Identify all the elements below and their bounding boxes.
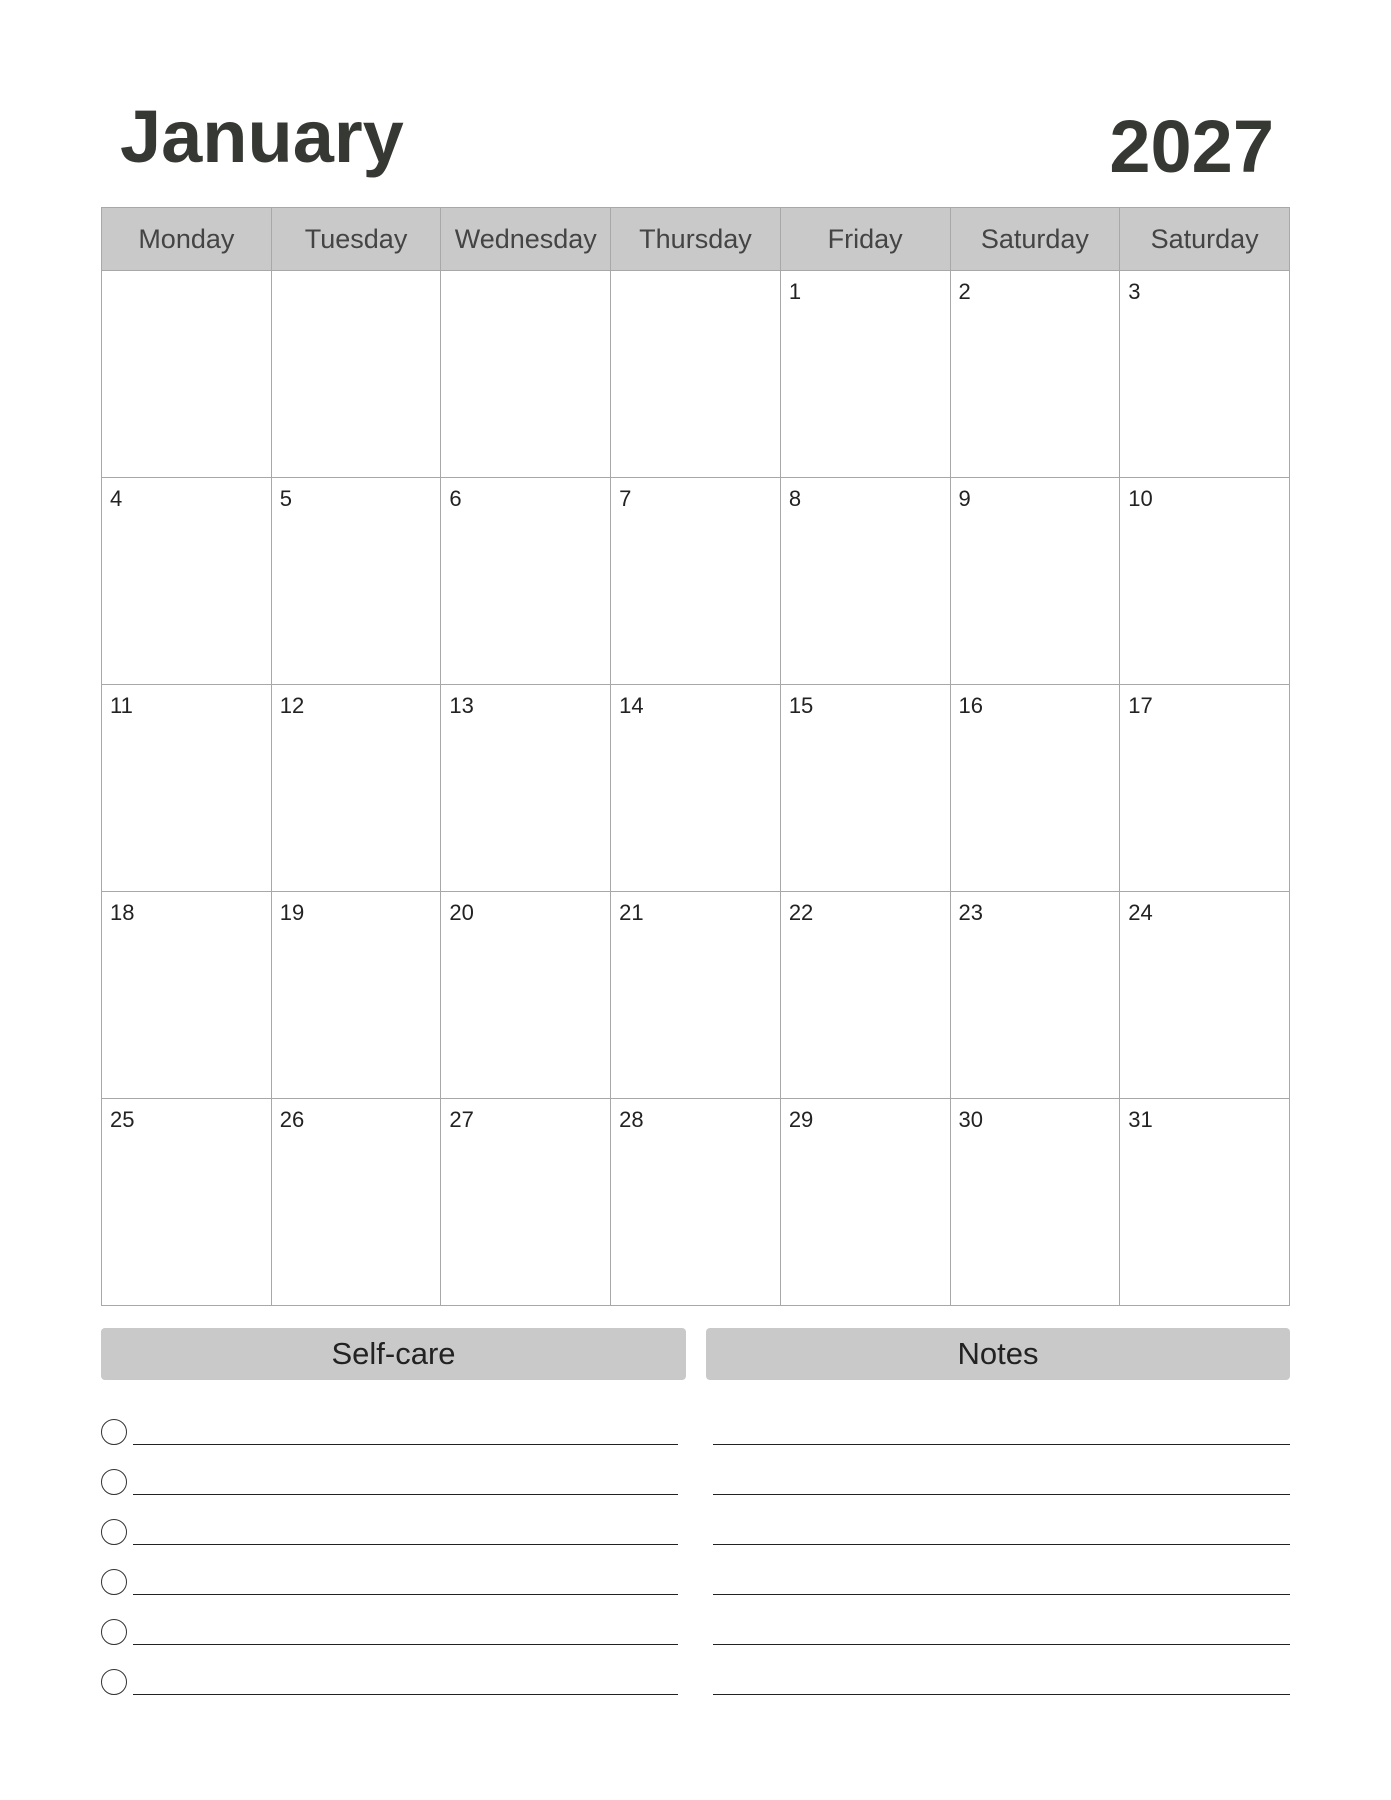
day-number: 8	[788, 486, 802, 511]
day-number: 1	[788, 279, 802, 304]
day-number	[441, 271, 610, 279]
day-cell[interactable]	[271, 685, 441, 892]
day-cell[interactable]	[1120, 892, 1290, 1099]
day-number: 30	[958, 1107, 983, 1132]
day-cell[interactable]	[271, 271, 441, 478]
day-number: 24	[1128, 900, 1153, 925]
day-number: 14	[619, 693, 644, 718]
checklist-writing-line[interactable]	[133, 1544, 678, 1545]
checklist-item	[101, 1469, 678, 1499]
checklist-writing-line[interactable]	[133, 1644, 678, 1645]
checklist-writing-line[interactable]	[133, 1444, 678, 1445]
day-cell[interactable]	[441, 1099, 611, 1306]
checklist-item	[101, 1419, 678, 1449]
day-cell[interactable]	[611, 1099, 781, 1306]
day-cell[interactable]	[780, 685, 950, 892]
checkbox-circle-icon[interactable]	[101, 1519, 127, 1545]
notes-writing-line[interactable]	[713, 1444, 1290, 1445]
day-number: 9	[958, 486, 971, 511]
weekday-header: Saturday	[950, 208, 1120, 271]
notes-writing-line[interactable]	[713, 1494, 1290, 1495]
day-number: 22	[788, 900, 814, 925]
checklist-writing-line[interactable]	[133, 1494, 678, 1495]
weekday-header: Saturday	[1120, 208, 1290, 271]
day-number: 17	[1128, 693, 1153, 718]
day-cell[interactable]	[1120, 1099, 1290, 1306]
day-cell[interactable]	[780, 892, 950, 1099]
weekday-header: Wednesday	[441, 208, 611, 271]
week-row	[102, 685, 1290, 892]
notes-writing-line[interactable]	[713, 1644, 1290, 1645]
day-cell[interactable]	[271, 892, 441, 1099]
day-number: 20	[449, 900, 474, 925]
day-cell[interactable]	[611, 892, 781, 1099]
day-number: 11	[110, 693, 133, 718]
day-cell[interactable]	[950, 685, 1120, 892]
day-cell[interactable]	[950, 478, 1120, 685]
day-cell[interactable]	[102, 271, 272, 478]
day-cell[interactable]	[271, 478, 441, 685]
day-cell[interactable]	[611, 478, 781, 685]
day-cell[interactable]	[780, 271, 950, 478]
checklist-item	[101, 1569, 678, 1599]
day-number: 13	[449, 693, 474, 718]
selfcare-header: Self-care	[101, 1328, 686, 1380]
day-cell[interactable]	[1120, 478, 1290, 685]
weekday-header: Friday	[780, 208, 950, 271]
day-cell[interactable]	[611, 271, 781, 478]
month-calendar-grid	[101, 207, 1290, 1306]
day-number: 4	[110, 486, 123, 511]
notes-writing-line[interactable]	[713, 1594, 1290, 1595]
day-number: 19	[279, 900, 305, 925]
checklist-writing-line[interactable]	[133, 1694, 678, 1695]
day-cell[interactable]	[102, 685, 272, 892]
checkbox-circle-icon[interactable]	[101, 1469, 127, 1495]
day-number: 28	[619, 1107, 644, 1132]
week-row	[102, 892, 1290, 1099]
weekday-header: Monday	[102, 208, 272, 271]
week-row	[102, 271, 1290, 478]
day-number: 2	[958, 279, 971, 304]
day-number: 29	[788, 1107, 814, 1132]
day-number: 12	[279, 693, 305, 718]
day-cell[interactable]	[441, 478, 611, 685]
day-cell[interactable]	[950, 892, 1120, 1099]
notes-writing-line[interactable]	[713, 1694, 1290, 1695]
checkbox-circle-icon[interactable]	[101, 1669, 127, 1695]
weekday-header-row	[102, 208, 1290, 271]
day-number: 23	[958, 900, 983, 925]
day-number: 3	[1128, 279, 1141, 304]
checkbox-circle-icon[interactable]	[101, 1569, 127, 1595]
day-cell[interactable]	[102, 892, 272, 1099]
checkbox-circle-icon[interactable]	[101, 1619, 127, 1645]
day-cell[interactable]	[271, 1099, 441, 1306]
day-number	[611, 271, 780, 279]
month-title: January	[120, 95, 404, 178]
day-cell[interactable]	[1120, 271, 1290, 478]
day-cell[interactable]	[780, 1099, 950, 1306]
day-cell[interactable]	[441, 685, 611, 892]
checklist-item	[101, 1619, 678, 1649]
year-title: 2027	[1109, 105, 1274, 188]
day-number: 18	[110, 900, 135, 925]
notes-header: Notes	[706, 1328, 1290, 1380]
checklist-item	[101, 1669, 678, 1699]
day-number: 26	[279, 1107, 305, 1132]
day-cell[interactable]	[950, 1099, 1120, 1306]
week-row	[102, 478, 1290, 685]
day-number: 15	[788, 693, 814, 718]
day-cell[interactable]	[102, 1099, 272, 1306]
checklist-writing-line[interactable]	[133, 1594, 678, 1595]
day-number: 25	[110, 1107, 135, 1132]
week-row	[102, 1099, 1290, 1306]
checklist-item	[101, 1519, 678, 1549]
day-number: 31	[1128, 1107, 1153, 1132]
checkbox-circle-icon[interactable]	[101, 1419, 127, 1445]
day-number: 5	[279, 486, 292, 511]
day-number: 16	[958, 693, 983, 718]
day-cell[interactable]	[441, 271, 611, 478]
day-cell[interactable]	[441, 892, 611, 1099]
notes-writing-line[interactable]	[713, 1544, 1290, 1545]
day-cell[interactable]	[611, 685, 781, 892]
day-cell[interactable]	[102, 478, 272, 685]
day-number: 10	[1128, 486, 1153, 511]
day-cell[interactable]	[1120, 685, 1290, 892]
day-cell[interactable]	[780, 478, 950, 685]
day-number: 6	[449, 486, 462, 511]
day-number: 7	[619, 486, 632, 511]
weekday-header: Thursday	[611, 208, 781, 271]
day-cell[interactable]	[950, 271, 1120, 478]
day-number	[272, 271, 441, 279]
day-number: 27	[449, 1107, 474, 1132]
day-number: 21	[619, 900, 644, 925]
day-number	[102, 271, 271, 279]
weekday-header: Tuesday	[271, 208, 441, 271]
